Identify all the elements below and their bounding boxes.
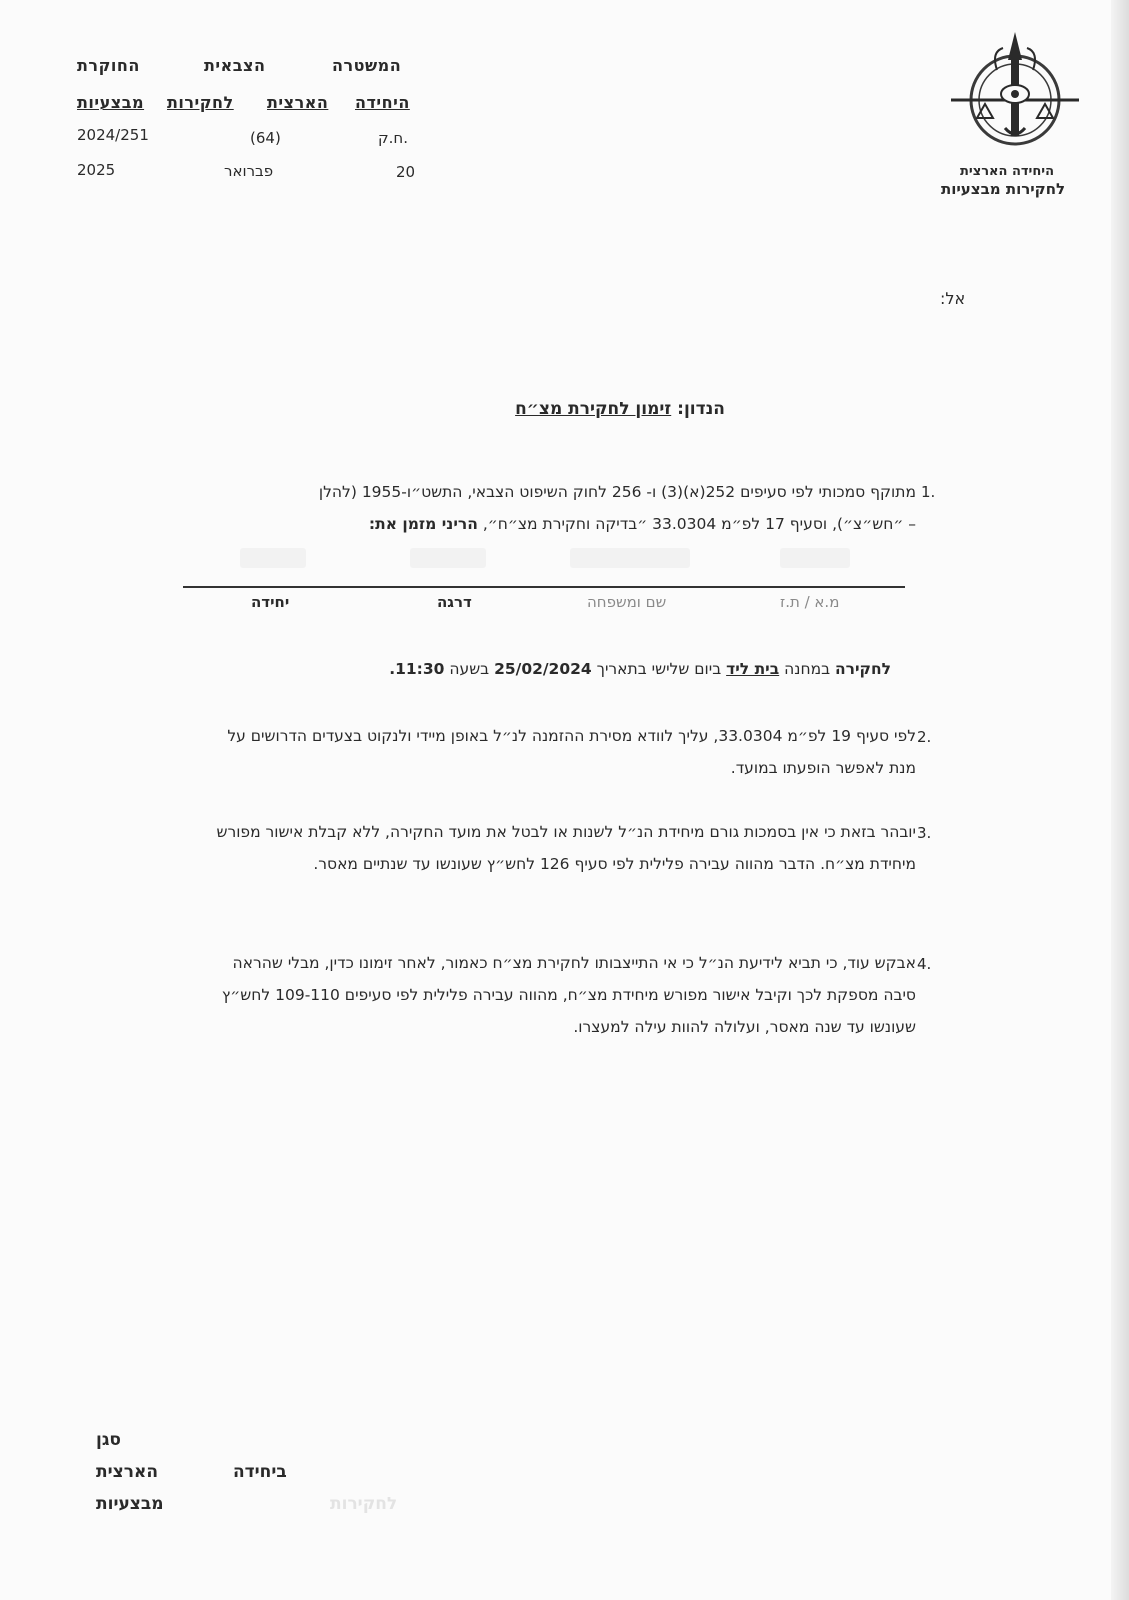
- redacted-name-value: [570, 548, 690, 568]
- to-label: אל:: [940, 289, 966, 308]
- paragraph-4-number: 4.: [917, 955, 932, 973]
- subject-prefix: הנדון:: [677, 399, 725, 419]
- summons-time-text: בשעה: [449, 660, 490, 678]
- signature-line2-a: ביחידה: [233, 1462, 287, 1482]
- summons-lead: לחקירה: [835, 660, 891, 678]
- signature-rank: סגן: [96, 1430, 121, 1450]
- paragraph-3: יובהר בזאת כי אין בסמכות גורם מיחידת הנ״ל לשנות או לבטל את מועד החקירה, ללא קבלת אישור מפורש מיחידת מצ״ח. הדבר מהווה עבירה פלילית לפי סעיף 126 לחש״ץ שעונשו עד שנתיים מאסר.: [216, 823, 916, 873]
- paragraph-1-line-1: מתוקף סמכותי לפי סעיפים 252(א)(3) ו- 256 לחוק השיפוט הצבאי, התשט״ו-1955 (להלן: [318, 483, 916, 501]
- field-label-rank: דרגה: [437, 593, 472, 611]
- logo-caption-bottom: לחקירות מבצעיות: [941, 180, 1066, 198]
- fields-underline: [183, 586, 905, 588]
- redacted-unit-value: [240, 548, 306, 568]
- date-month: פברואר: [224, 162, 274, 180]
- header-org-word-3: החוקרת: [77, 56, 140, 75]
- header-org-word-2: הצבאית: [204, 56, 266, 75]
- ref-label: ח.ק.: [378, 129, 408, 147]
- summons-time: 11:30.: [389, 660, 445, 678]
- redacted-id-value: [780, 548, 850, 568]
- header-unit-word-3: לחקירות: [167, 93, 234, 112]
- summons-day-text: ביום שלישי בתאריך: [596, 660, 722, 678]
- signature-line3: מבצעיות: [96, 1494, 164, 1514]
- paragraph-1-line-2: [196, 508, 916, 540]
- paragraph-2: לפי סעיף 19 לפ״מ 33.0304, עליך לוודא מסירת ההזמנה לנ״ל באופן מיידי ולנקוט בצעדים הדרושים על מנת לאפשר הופעתו במועד.: [227, 727, 916, 777]
- paragraph-4: אבקש עוד, כי תביא לידיעת הנ״ל כי אי התייצבותו לחקירת מצ״ח כאמור, לאחר זימונו כדין, מבלי שהראה סיבה מספקת לכך וקיבל אישור מפורש מיחידת מצ״ח, מהווה עבירה פלילית לפי סעיפים 109-110 לחש״ץ שעונשו עד שנה מאסר, ועלולה להוות עילה למעצרו.: [221, 954, 916, 1036]
- logo-caption-top: היחידה הארצית: [960, 164, 1055, 179]
- summons-date: 25/02/2024: [494, 660, 592, 678]
- paragraph-2-number: 2.: [917, 728, 932, 746]
- header-unit-word-1: היחידה: [355, 93, 410, 112]
- field-label-id: מ.א / ת.ז: [780, 593, 840, 611]
- paragraph-1-summon-phrase: הריני מזמן את:: [368, 515, 478, 533]
- summons-line: [389, 660, 891, 678]
- subject-text: זימון לחקירת מצ״ח: [515, 399, 672, 419]
- signature-faded-word: לחקירות: [330, 1494, 398, 1514]
- summons-at-base: במחנה: [784, 660, 831, 678]
- header-org-word-1: המשטרה: [332, 56, 402, 75]
- signature-line2-b: הארצית: [96, 1462, 159, 1482]
- ref-mid: (64): [250, 129, 281, 147]
- field-label-unit: יחידה: [251, 593, 290, 611]
- date-day: 20: [396, 163, 416, 181]
- summons-base: בית ליד: [726, 660, 780, 678]
- page-edge-shadow: [1111, 0, 1129, 1600]
- date-year: 2025: [77, 161, 116, 179]
- header-unit-word-4: מבצעיות: [77, 93, 145, 112]
- ref-number: 2024/251: [77, 126, 149, 144]
- subject-line: [515, 399, 725, 419]
- paragraph-3-number: 3.: [917, 824, 932, 842]
- field-label-name: שם ומשפחה: [587, 593, 667, 611]
- redacted-rank-value: [410, 548, 486, 568]
- paragraph-1-line-2-text: – ״חש״צ״), וסעיף 17 לפ״מ 33.0304 ״בדיקה וחקירת מצ״ח״,: [482, 515, 916, 533]
- header-unit-word-2: הארצית: [267, 93, 329, 112]
- paragraph-1-number: 1.: [921, 483, 936, 501]
- unit-emblem-icon: [945, 30, 1085, 150]
- paragraph-1: [196, 476, 916, 540]
